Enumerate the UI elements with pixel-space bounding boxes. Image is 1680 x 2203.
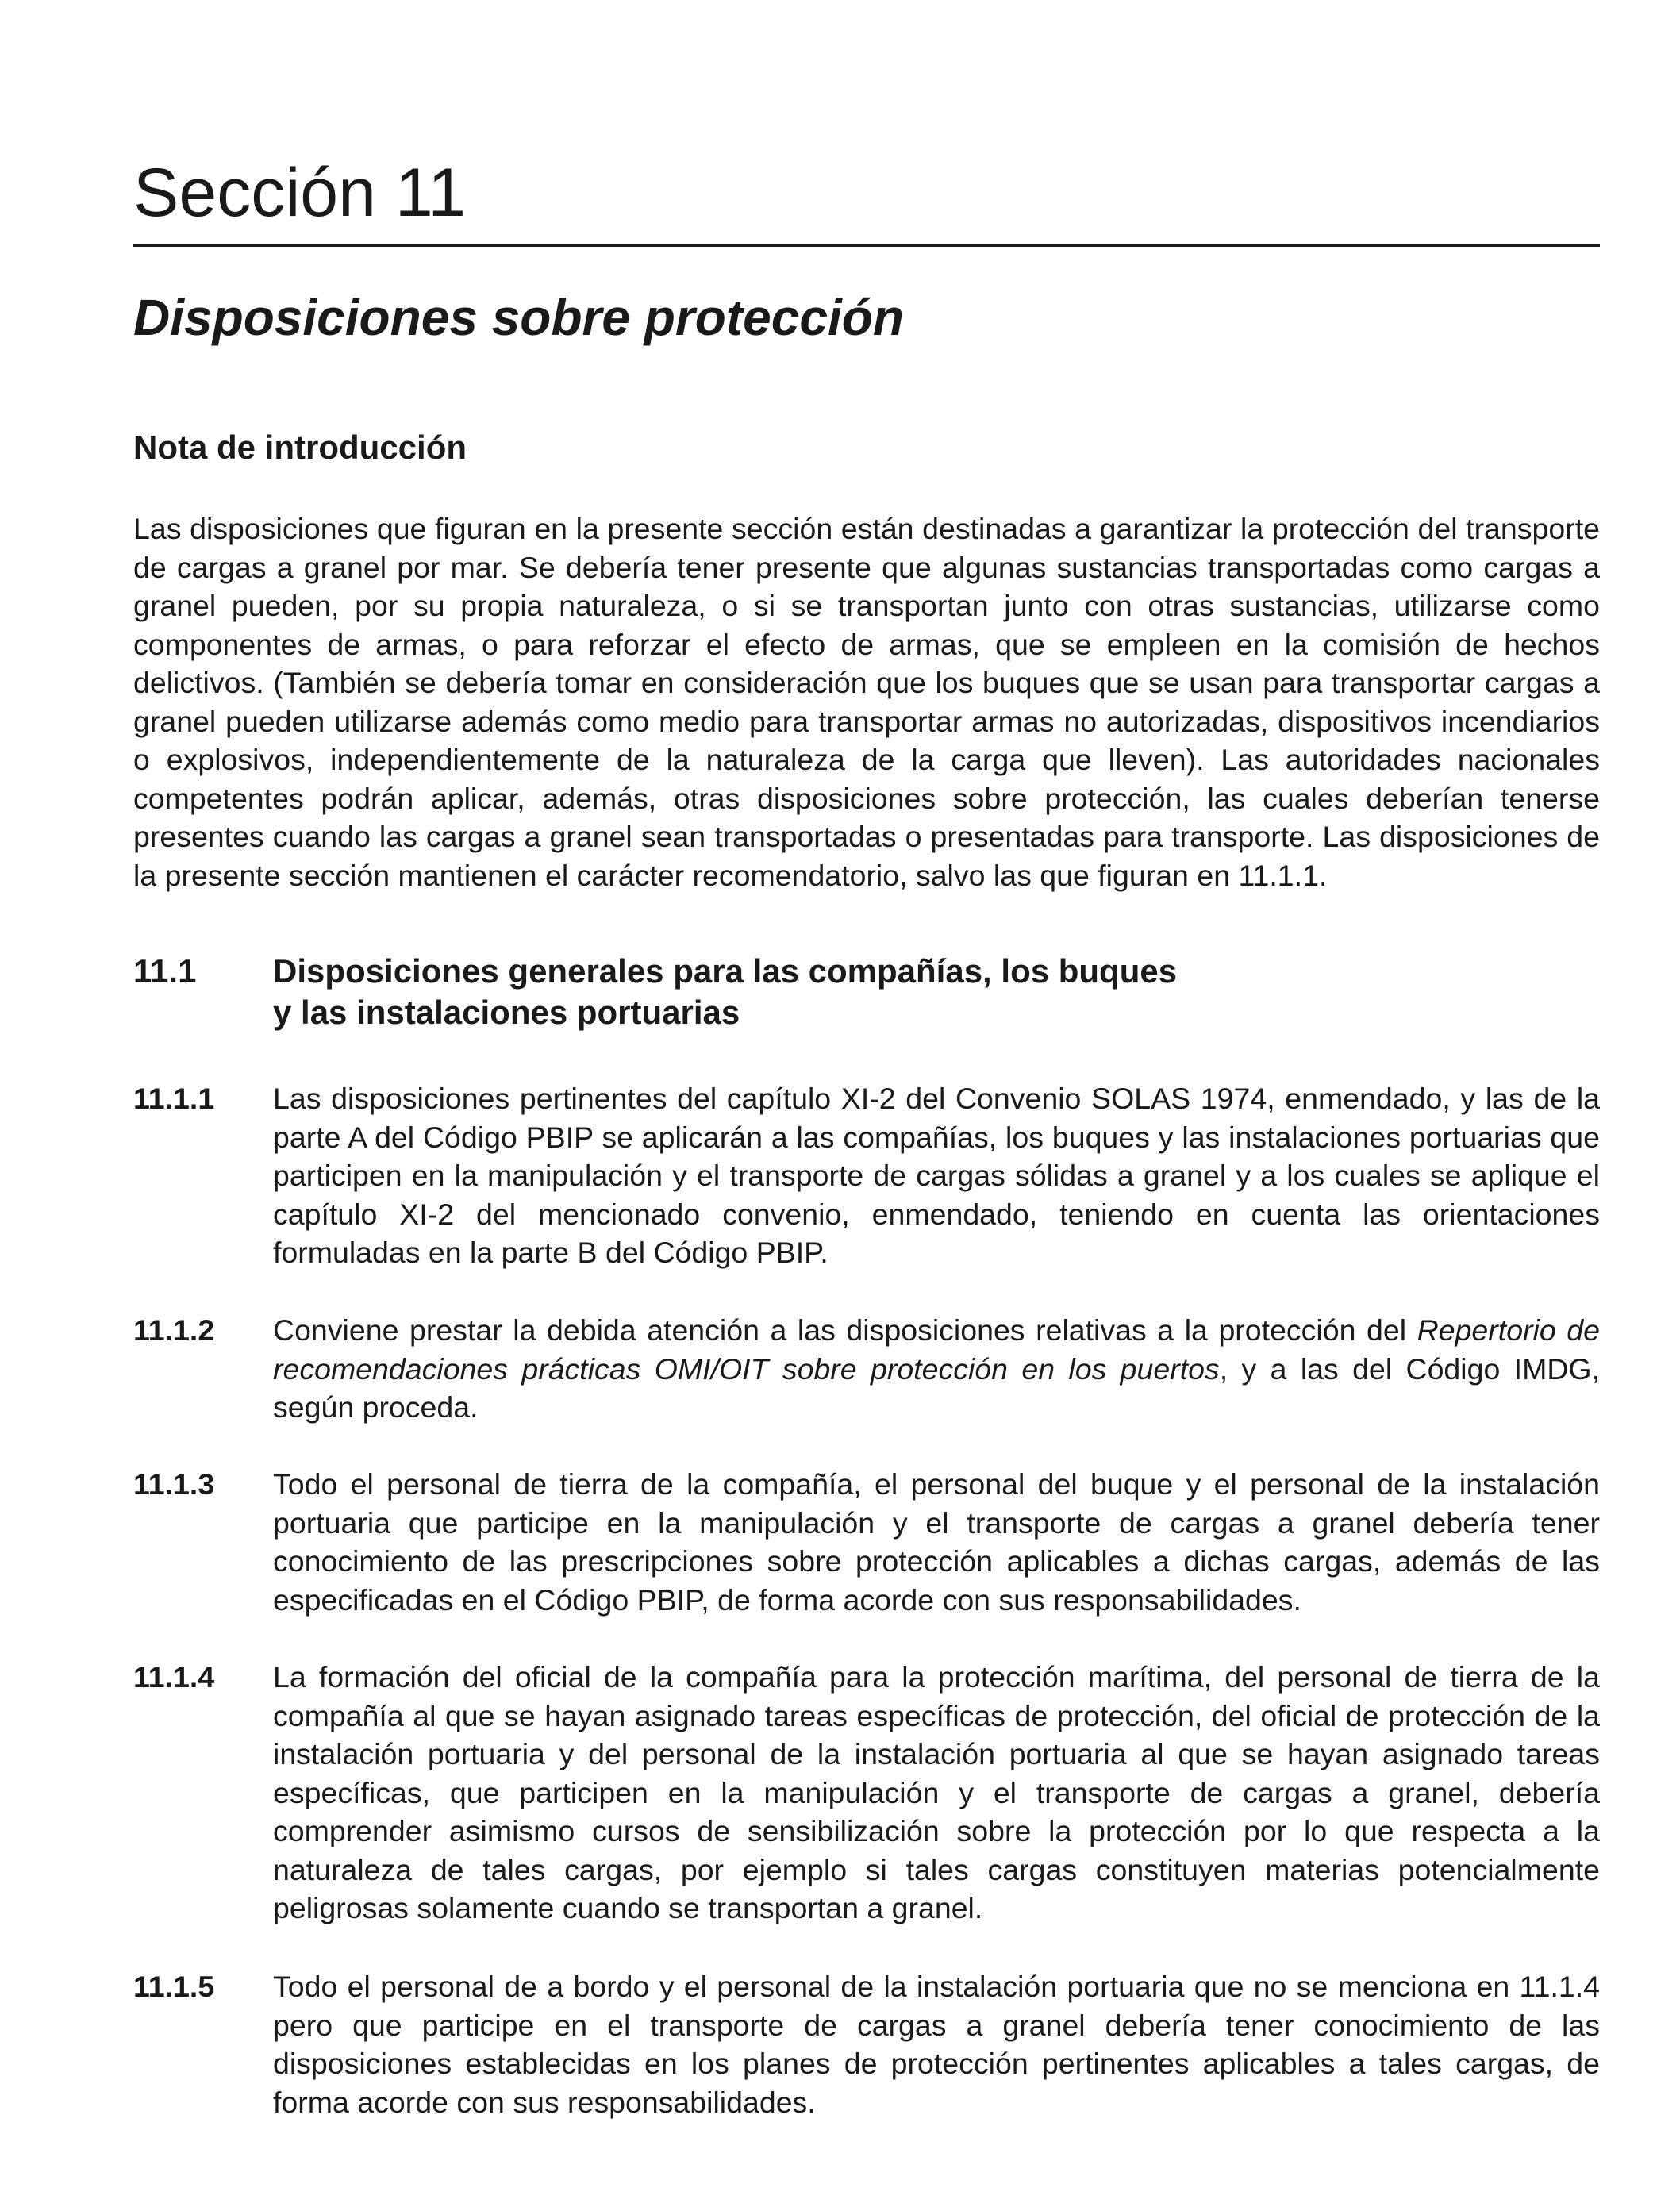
section-subtitle: Disposiciones sobre protección: [133, 289, 904, 346]
intro-heading: Nota de introducción: [133, 429, 467, 466]
clause-text: Todo el personal de tierra de la compañía, el personal del buque y el personal de la instalación portuaria que participe en la manipulación y el transporte de cargas a granel debería tener conocimiento de las prescripciones sobre protección aplicables a dichas cargas, además de las especificadas en el Código PBIP, de forma acorde con sus responsabilidades.: [273, 1467, 1600, 1617]
clause-number: 11.1.3: [133, 1467, 215, 1501]
clause-text: Las disposiciones pertinentes del capítulo XI-2 del Convenio SOLAS 1974, enmendado, y las de la parte A del Código PBIP se aplicarán a las compañías, los buques y las instalaciones portuarias que participen en la manipulación y el transporte de cargas sólidas a granel y a los cuales se aplique el capítulo XI-2 del mencionado convenio, enmendado, teniendo en cuenta las orientaciones formuladas en la parte B del Código PBIP.: [273, 1082, 1600, 1269]
intro-paragraph: Las disposiciones que figuran en la presente sección están destinadas a garantizar la protección del transporte de cargas a granel por mar. Se debería tener presente que algunas sustancias transportadas como cargas a granel pueden, por su propia naturaleza, o si se transportan junto con otras sustancias, utilizarse como componentes de armas, o para reforzar el efecto de armas, que se empleen en la comisión de hechos delictivos. (También se debería tomar en consideración que los buques que se usan para transportar cargas a granel pueden utilizarse además como medio para transportar armas no autorizadas, dispositivos incendiarios o explosivos, independientemente de la naturaleza de la carga que lleven). Las autoridades nacionales competentes podrán aplicar, además, otras disposiciones sobre protección, las cuales deberían tenerse presentes cuando las cargas a granel sean transportadas o presentadas para transporte. Las disposiciones de la presente sección mantienen el carácter recomendatorio, salvo las que figuran en 11.1.1.: [133, 512, 1600, 892]
clause-text: [273, 1311, 1600, 1427]
clause-text-after: , y a las del Código IMDG, según proceda.: [273, 1351, 1600, 1424]
clause-number: 11.1.1: [133, 1082, 215, 1115]
subsection-title-line2: y las instalaciones portuarias: [273, 994, 740, 1031]
clause-number: 11.1.5: [133, 1970, 215, 2003]
clause-text-before: Conviene prestar la debida atención a las disposiciones relativas a la protección del: [273, 1313, 1417, 1347]
title-divider: [133, 244, 1600, 247]
clause-text: Todo el personal de a bordo y el personal de la instalación portuaria que no se menciona en 11.1.4 pero que participe en el transporte de cargas a granel debería tener conocimiento de las disposiciones establecidas en los planes de protección pertinentes aplicables a tales cargas, de forma acorde con sus responsabilidades.: [273, 1970, 1600, 2119]
clause-number: 11.1.2: [133, 1313, 215, 1347]
subsection-title: [273, 951, 1384, 1033]
publication-title: Repertorio de recomendaciones prácticas OMI/OIT sobre protección en los puertos: [273, 1313, 1600, 1386]
subsection-title-line1: Disposiciones generales para las compañías, los buques: [273, 952, 1178, 990]
section-title: Sección 11: [133, 155, 467, 231]
clause-number: 11.1.4: [133, 1660, 215, 1694]
subsection-number: 11.1: [133, 952, 197, 990]
clause-text: La formación del oficial de la compañía para la protección marítima, del personal de tierra de la compañía al que se hayan asignado tareas específicas de protección, del oficial de protección de la instalación portuaria y del personal de la instalación portuaria al que se hayan asignado tareas específicas, que participen en la manipulación y el transporte de cargas a granel, debería comprender asimismo cursos de sensibilización sobre la protección por lo que respecta a la naturaleza de tales cargas, por ejemplo si tales cargas constituyen materias potencialmente peligrosas solamente cuando se transportan a granel.: [273, 1660, 1600, 1924]
